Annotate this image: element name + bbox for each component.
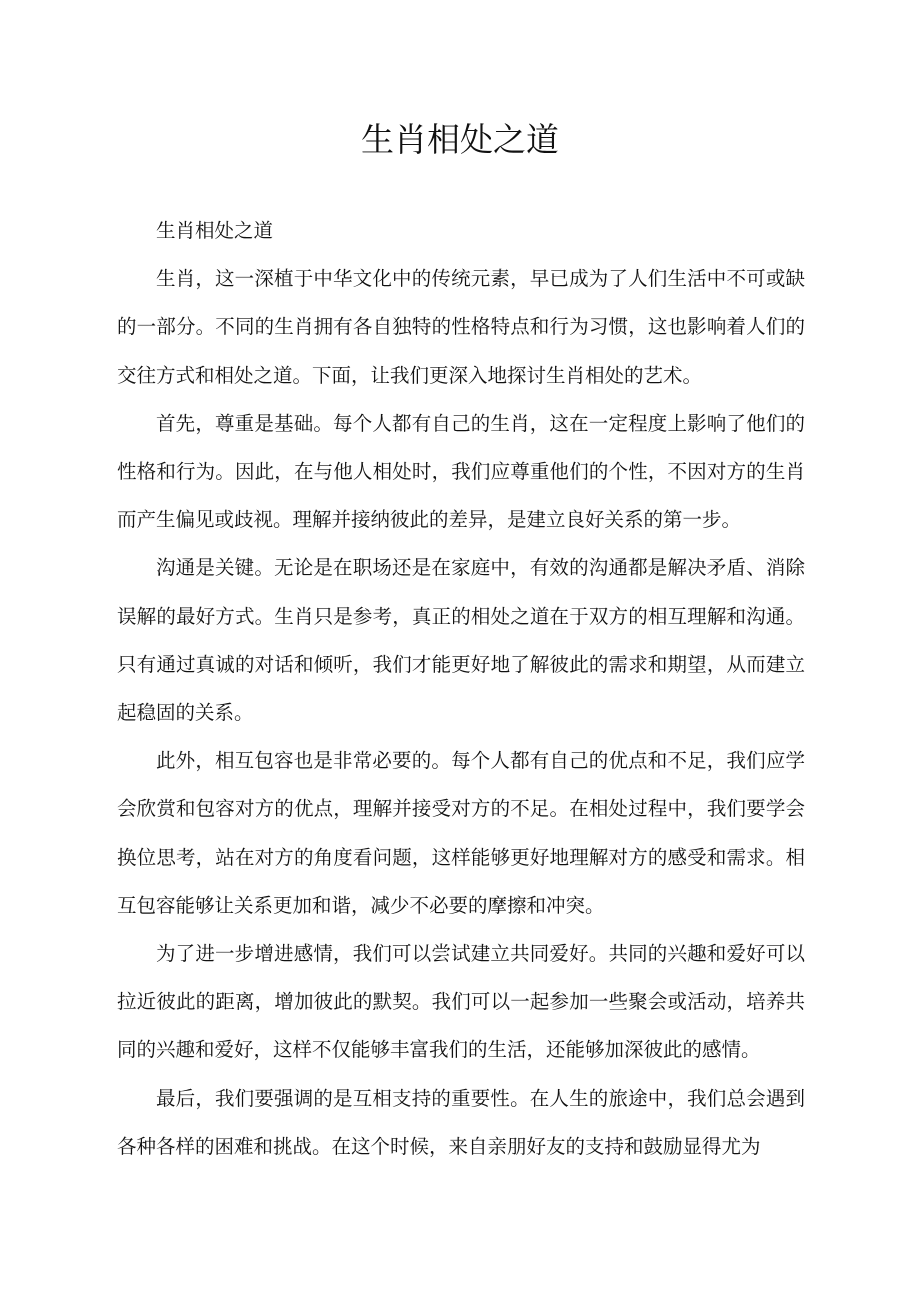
paragraph: 沟通是关键。无论是在职场还是在家庭中，有效的沟通都是解决矛盾、消除误解的最好方式。生肖只是参考，真正的相处之道在于双方的相互理解和沟通。只有通过真诚的对话和倾听，我们才能更好地了解彼此的需求和期望，从而建立起稳固的关系。 (117, 556, 805, 725)
document-title: 生肖相处之道 (361, 120, 559, 159)
paragraph: 为了进一步增进感情，我们可以尝试建立共同爱好。共同的兴趣和爱好可以拉近彼此的距离，增加彼此的默契。我们可以一起参加一些聚会或活动，培养共同的兴趣和爱好，这样不仅能够丰富我们的生活，还能够加深彼此的感情。 (117, 942, 805, 1062)
paragraph: 首先，尊重是基础。每个人都有自己的生肖，这在一定程度上影响了他们的性格和行为。因此，在与他人相处时，我们应尊重他们的个性，不因对方的生肖而产生偏见或歧视。理解并接纳彼此的差异，是建立良好关系的第一步。 (117, 411, 805, 532)
paragraph-subtitle: 生肖相处之道 (156, 219, 274, 242)
paragraph: 生肖，这一深植于中华文化中的传统元素，早已成为了人们生活中不可或缺的一部分。不同的生肖拥有各自独特的性格特点和行为习惯，这也影响着人们的交往方式和相处之道。下面，让我们更深入地探讨生肖相处的艺术。 (117, 267, 805, 387)
paragraph: 此外，相互包容也是非常必要的。每个人都有自己的优点和不足，我们应学会欣赏和包容对方的优点，理解并接受对方的不足。在相处过程中，我们要学会换位思考，站在对方的角度看问题，这样能够更好地理解对方的感受和需求。相互包容能够让关系更加和谐，减少不必要的摩擦和冲突。 (117, 749, 805, 917)
paragraph: 最后，我们要强调的是互相支持的重要性。在人生的旅途中，我们总会遇到各种各样的困难和挑战。在这个时候，来自亲朋好友的支持和鼓励显得尤为 (117, 1086, 805, 1158)
document-body (117, 207, 805, 1171)
